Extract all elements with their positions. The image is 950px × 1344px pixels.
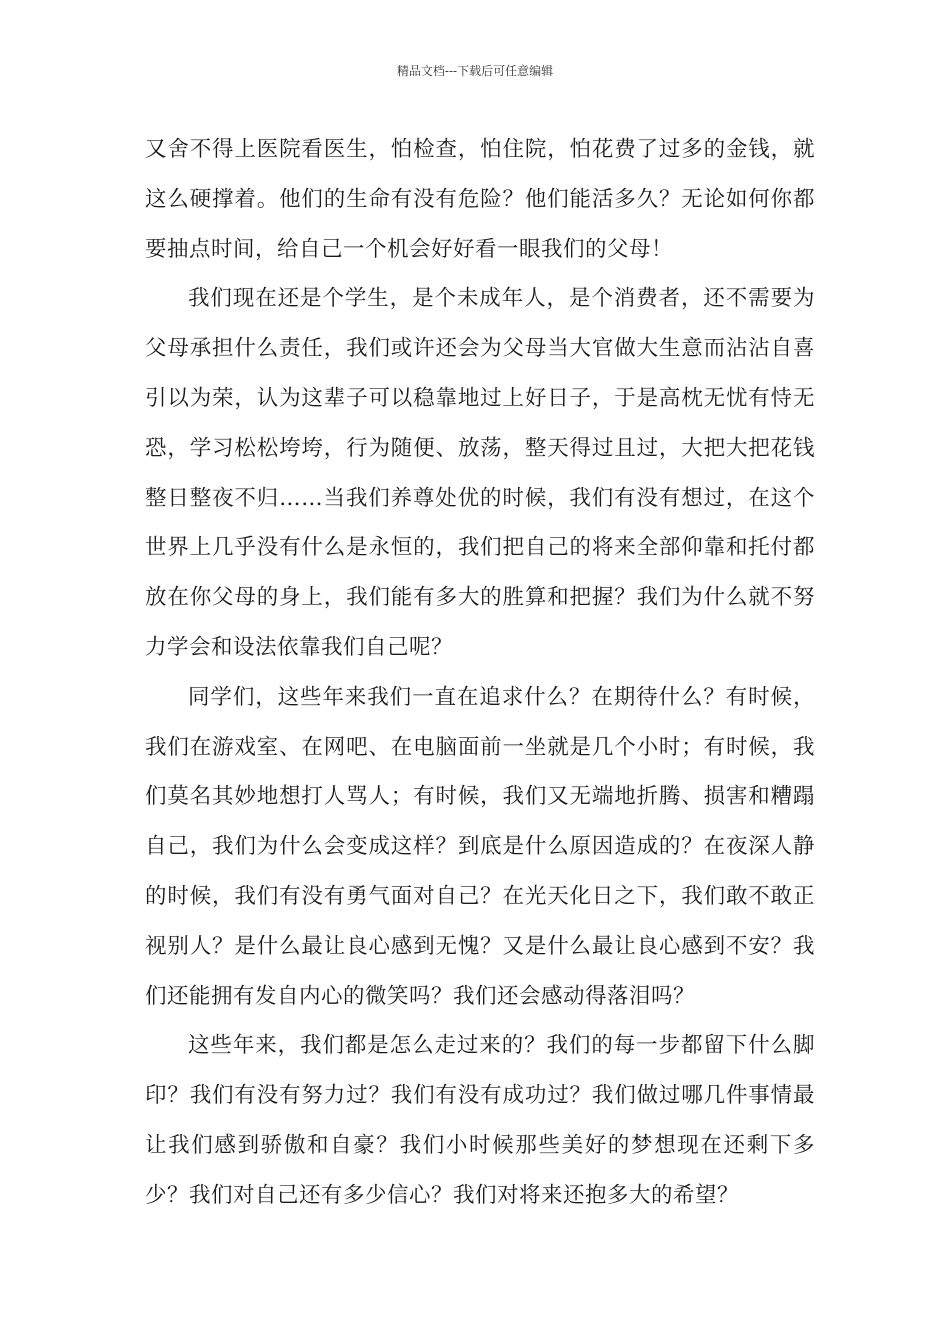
paragraph-4: 这些年来，我们都是怎么走过来的？我们的每一步都留下什么脚印？我们有没有努力过？我们有没有成功过？我们做过哪几件事情最让我们感到骄傲和自豪？我们小时候那些美好的梦想现在还剩下多少？我们对自己还有多少信心？我们对将来还抱多大的希望？ (145, 1033, 815, 1208)
paragraph-2: 我们现在还是个学生，是个未成年人，是个消费者，还不需要为父母承担什么责任，我们或许还会为父母当大官做大生意而沾沾自喜引以为荣，认为这辈子可以稳靠地过上好日子，于是高枕无忧有恃无恐，学习松松垮垮，行为随便、放荡，整天得过且过，大把大把花钱整日整夜不归……当我们养尊处优的时候，我们有没有想过，在这个世界上几乎没有什么是永恒的，我们把自己的将来全部仰靠和托付都放在你父母的身上，我们能有多大的胜算和把握？我们为什么就不努力学会和设法依靠我们自己呢？ (145, 286, 815, 660)
page-header: 精品文档---下载后可任意编辑 (396, 64, 554, 78)
document-body (145, 125, 815, 1221)
paragraph-1: 又舍不得上医院看医生，怕检查，怕住院，怕花费了过多的金钱，就这么硬撑着。他们的生命有没有危险？他们能活多久？无论如何你都要抽点时间，给自己一个机会好好看一眼我们的父母！ (145, 137, 815, 262)
paragraph-3: 同学们，这些年来我们一直在追求什么？在期待什么？有时候，我们在游戏室、在网吧、在电脑面前一坐就是几个小时；有时候，我们莫名其妙地想打人骂人；有时候，我们又无端地折腾、损害和糟蹋自己，我们为什么会变成这样？到底是什么原因造成的？在夜深人静的时候，我们有没有勇气面对自己？在光天化日之下，我们敢不敢正视别人？是什么最让良心感到无愧？又是什么最让良心感到不安？我们还能拥有发自内心的微笑吗？我们还会感动得落泪吗？ (145, 684, 815, 1009)
